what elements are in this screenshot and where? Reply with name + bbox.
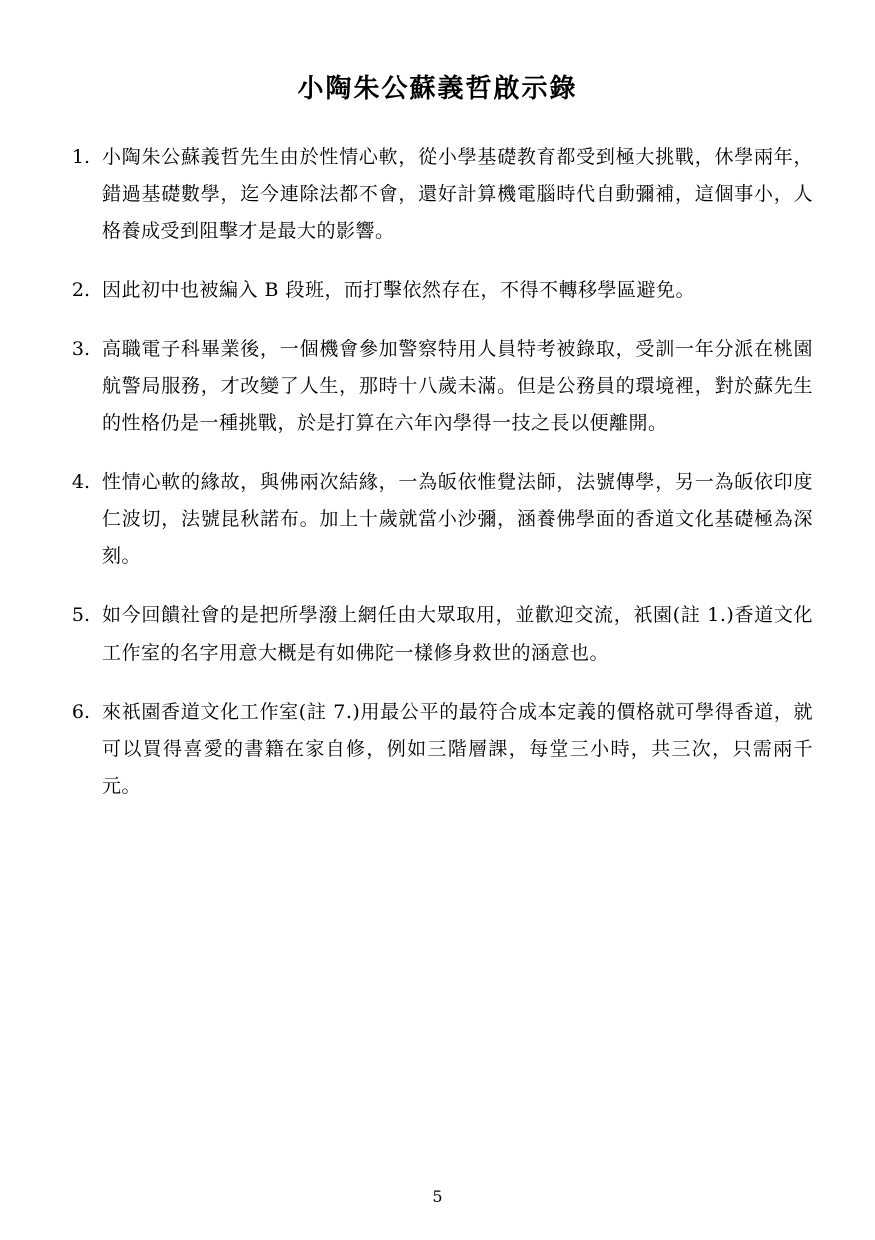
- list-item-text: 高職電子科畢業後，一個機會參加警察特用人員特考被錄取，受訓一年分派在桃園航警局服務，才改變了人生，那時十八歲未滿。但是公務員的環境裡，對於蘇先生的性格仍是一種挑戰，於是打算在六年內學得一技之長以便離開。: [102, 338, 813, 435]
- list-item-number: 5.: [71, 604, 90, 627]
- list-item-text: 小陶朱公蘇義哲先生由於性情心軟，從小學基礎教育都受到極大挑戰，休學兩年，錯過基礎數學，迄今連除法都不會，還好計算機電腦時代自動彌補，這個事小，人格養成受到阻擊才是最大的影響。: [102, 146, 813, 243]
- list-item-text: 因此初中也被編入 B 段班，而打擊依然存在，不得不轉移學區避免。: [102, 279, 696, 302]
- list-item: [62, 139, 813, 250]
- list-item-text: 來祇園香道文化工作室(註 7.)用最公平的最符合成本定義的價格就可學得香道，就可以買得喜愛的書籍在家自修，例如三階層課，每堂三小時，共三次，只需兩千元。: [102, 700, 813, 797]
- list-item-number: 2.: [71, 279, 90, 302]
- list-item: [62, 694, 813, 805]
- list-item-number: 1.: [71, 146, 90, 168]
- list-item-text: 性情心軟的緣故，與佛兩次結緣，一為皈依惟覺法師，法號傳學，另一為皈依印度仁波切，法號昆秋諾布。加上十歲就當小沙彌，涵養佛學面的香道文化基礎極為深刻。: [102, 471, 813, 568]
- list-item: [62, 331, 813, 442]
- page-title: 小陶朱公蘇義哲啟示錄: [297, 74, 578, 104]
- list-item-number: 3.: [71, 338, 90, 361]
- list-item-text: 如今回饋社會的是把所學潑上網任由大眾取用，並歡迎交流，祇園(註 1.)香道文化工作室的名字用意大概是有如佛陀一樣修身救世的涵意也。: [102, 604, 813, 664]
- numbered-list: [62, 139, 813, 805]
- list-item: [62, 597, 813, 671]
- list-item-number: 6.: [71, 700, 90, 723]
- page-number: 5: [432, 1187, 443, 1206]
- list-item: [62, 464, 813, 575]
- list-item-number: 4.: [71, 471, 90, 494]
- list-item: [62, 272, 813, 309]
